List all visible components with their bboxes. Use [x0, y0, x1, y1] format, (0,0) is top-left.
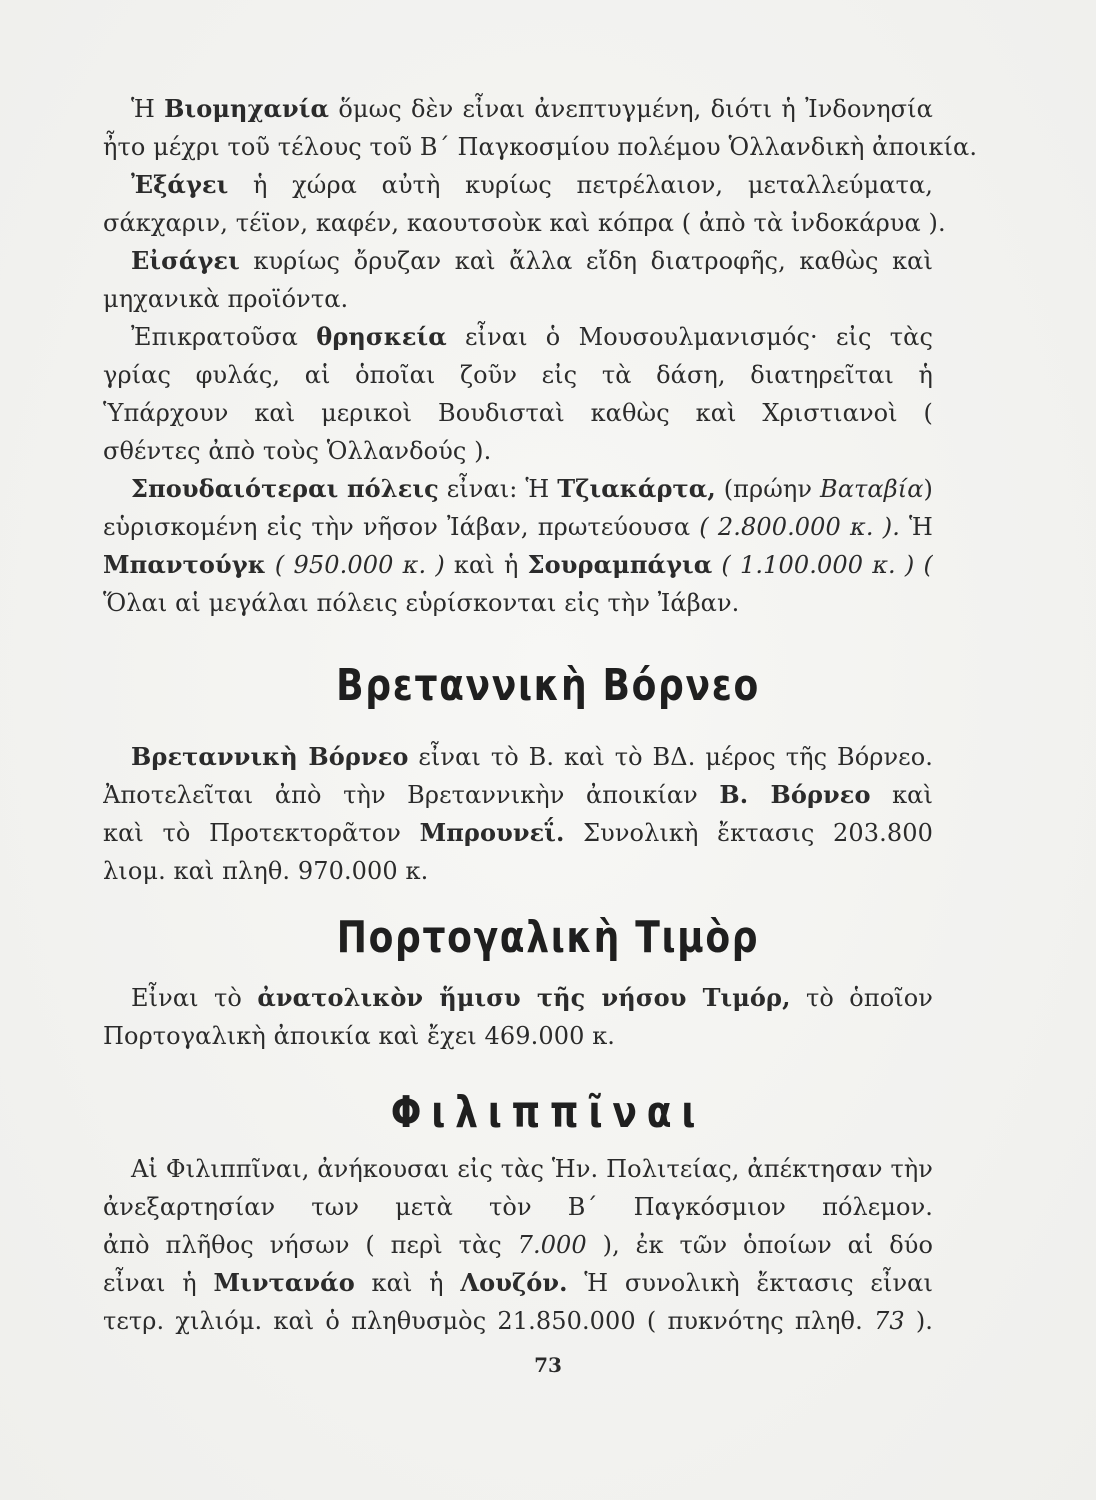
term-brunei: Μπρουνεΐ. [419, 818, 565, 847]
text-span: εἶναι τὸ Β. καὶ τὸ ΒΔ. μέρος τῆς Βόρνεο. [408, 743, 933, 771]
term-east-half-timor: ἀνατολικὸν ἥμισυ τῆς νήσου Τιμόρ, [257, 983, 791, 1012]
text-span: καὶ ἡ [444, 551, 528, 579]
text-line [103, 1302, 933, 1340]
text-span: Ἐπικρατοῦσα [131, 323, 317, 351]
text-line [103, 166, 933, 204]
population-figure: ( 2.800.000 κ. ). [699, 513, 900, 541]
text-line: Αἱ Φιλιππῖναι, ἀνήκουσαι εἰς τὰς Ἡν. Πολιτείας, ἀπέκτησαν τὴν [131, 1155, 933, 1183]
city-surabaya: Σουραμπάγια [527, 550, 713, 579]
population-figure: ( 1.100.000 κ. ) ( [721, 551, 933, 579]
text-span: ἀπὸ πλῆθος νήσων ( περὶ τὰς [103, 1231, 518, 1259]
text-span: ). [915, 1307, 933, 1335]
text-span: εἶναι: Ἡ [438, 475, 558, 503]
term-religion: θρησκεία [316, 322, 447, 351]
text-line [103, 470, 933, 508]
text-line: Ὑπάρχουν καὶ μερικοὶ Βουδισταὶ καθὼς καὶ Χριστιανοὶ ( [103, 399, 933, 427]
text-span: (πρώην [715, 475, 820, 503]
term-imports: Εἰσάγει [131, 246, 240, 275]
text-span: καὶ ἡ [354, 1269, 461, 1297]
text-line [103, 90, 933, 128]
text-line: Ὅλαι αἱ μεγάλαι πόλεις εὑρίσκονται εἰς τὴν Ἰάβαν. [103, 589, 740, 617]
term-major-cities: Σπουδαιότεραι πόλεις [131, 474, 439, 503]
text-span: ) [923, 475, 933, 503]
text-line: ἦτο μέχρι τοῦ τέλους τοῦ Β΄ Παγκοσμίου πολέμου Ὁλλανδικὴ ἀποικία. [103, 133, 978, 161]
text-line [103, 546, 933, 584]
term-industry: Βιομηχανία [164, 94, 330, 123]
island-luzon: Λουζόν. [460, 1268, 568, 1297]
text-line [103, 979, 933, 1017]
text-span: Ἡ [131, 95, 165, 123]
density-figure: 73 [873, 1307, 905, 1335]
text-line: ἀνεξαρτησίαν των μετὰ τὸν Β΄ Παγκόσμιον πόλεμον. [103, 1193, 933, 1221]
borneo-text [103, 738, 933, 890]
text-span: Ἡ συνολικὴ ἔκτασις εἶναι [584, 1269, 933, 1297]
text-span: καὶ [870, 781, 933, 809]
population-figure: ( 950.000 κ. ) [265, 551, 445, 579]
text-span: Συνολικὴ ἔκτασις 203.800 [583, 819, 933, 847]
text-line [103, 242, 933, 280]
city-batavia: Βαταβία [820, 475, 924, 503]
term-exports: Ἐξάγει [131, 170, 229, 199]
text-line [103, 1264, 933, 1302]
section-heading-philippines: Φιλιππῖναι [390, 1087, 706, 1138]
city-jakarta: Τζιακάρτα, [557, 474, 716, 503]
philippines-text [103, 1150, 933, 1340]
text-span: τετρ. χιλιόμ. καὶ ὁ πληθυσμὸς 21.850.000 ( πυκνότης πληθ. [103, 1307, 874, 1335]
text-span: καὶ τὸ Προτεκτορᾶτον [103, 819, 420, 847]
city-bandung: Μπαντούγκ [103, 550, 266, 579]
text-line [103, 814, 933, 852]
indonesia-text [103, 90, 978, 622]
section-heading-portuguese-timor: Πορτογαλικὴ Τιμὸρ [336, 912, 760, 963]
timor-text [103, 979, 933, 1055]
text-line: σθέντες ἀπὸ τοὺς Ὁλλανδούς ). [103, 437, 492, 465]
text-span: εἶναι ἡ [103, 1269, 214, 1297]
text-line [103, 738, 933, 776]
text-span: εὑρισκομένη εἰς τὴν νῆσον Ἰάβαν, πρωτεύουσα [103, 513, 700, 541]
island-count: 7.000 [517, 1231, 587, 1259]
text-line: λιομ. καὶ πληθ. 970.000 κ. [103, 857, 429, 885]
text-span: τὸ ὁποῖον [805, 984, 933, 1012]
text-line: μηχανικὰ προϊόντα. [103, 285, 349, 313]
text-line [103, 508, 933, 546]
text-span: Εἶναι τὸ [131, 984, 258, 1012]
section-heading-british-borneo: Βρεταννικὴ Βόρνεο [336, 660, 760, 711]
text-span: ), ἐκ τῶν ὁποίων αἱ δύο [602, 1231, 933, 1259]
text-span: κυρίως ὄρυζαν καὶ ἄλλα εἴδη διατροφῆς, καθὼς καὶ [253, 247, 933, 275]
text-line: σάκχαριν, τέϊον, καφέν, καουτσοὺκ καὶ κόπρα ( ἀπὸ τὰ ἰνδοκάρυα ). [103, 209, 946, 237]
page-number: 73 [534, 1353, 562, 1377]
text-line [103, 1226, 933, 1264]
term-north-borneo: Β. Βόρνεο [719, 780, 871, 809]
text-line: γρίας φυλάς, αἱ ὁποῖαι ζοῦν εἰς τὰ δάση, διατηρεῖται ἡ [103, 361, 933, 389]
text-span: Ἡ [899, 513, 933, 541]
text-line [103, 776, 933, 814]
text-span: ὅμως δὲν εἶναι ἀνεπτυγμένη, διότι ἡ Ἰνδονησία [329, 95, 933, 123]
text-line [103, 318, 933, 356]
island-mindanao: Μιντανάο [213, 1268, 355, 1297]
text-span: εἶναι ὁ Μουσουλμανισμός· εἰς τὰς [465, 323, 933, 351]
text-span: Ἀποτελεῖται ἀπὸ τὴν Βρεταννικὴν ἀποικίαν [103, 781, 720, 809]
text-line: Πορτογαλικὴ ἀποικία καὶ ἔχει 469.000 κ. [103, 1022, 616, 1050]
term-british-borneo: Βρεταννικὴ Βόρνεο [131, 742, 409, 771]
text-span: ἡ χώρα αὐτὴ κυρίως πετρέλαιον, μεταλλεύματα, [253, 171, 933, 199]
